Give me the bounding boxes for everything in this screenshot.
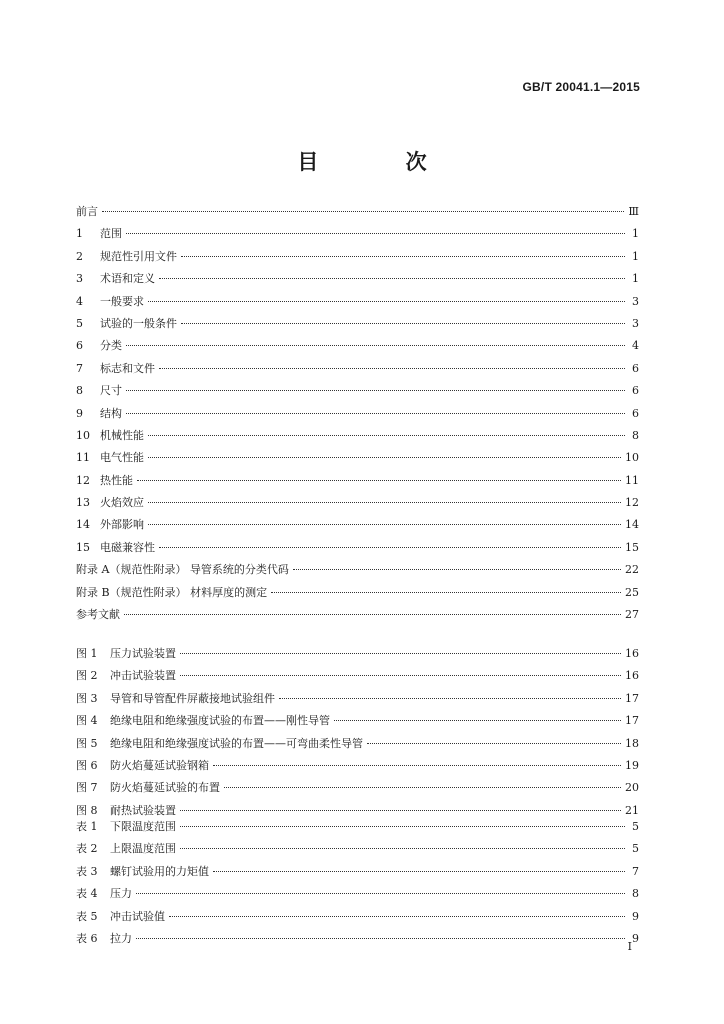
- figure-entry[interactable]: [76, 667, 639, 689]
- entry-page-number: 17: [625, 691, 639, 705]
- entry-number: 15: [76, 540, 90, 554]
- entry-title: 冲击试验装置: [110, 669, 176, 683]
- entry-number: 图 4: [76, 714, 98, 728]
- toc-entry[interactable]: [76, 561, 639, 583]
- entry-title: 结构: [100, 406, 122, 420]
- entry-page-number: 12: [625, 496, 639, 510]
- entry-title: 试验的一般条件: [100, 316, 177, 330]
- entry-page-number: 5: [632, 820, 639, 833]
- toc-entry[interactable]: [76, 449, 639, 471]
- entry-title: 压力试验装置: [110, 647, 176, 660]
- entry-page-number: 6: [632, 384, 639, 398]
- entry-title: 拉力: [110, 931, 132, 945]
- entry-page-number: 21: [625, 803, 639, 817]
- entry-page-number: 20: [625, 781, 639, 795]
- dot-leader: [367, 742, 621, 744]
- dot-leader: [148, 523, 621, 525]
- table-entry[interactable]: [76, 818, 639, 840]
- entry-number: 表 2: [76, 842, 98, 856]
- entry-number: 8: [76, 384, 83, 398]
- entry-page-number: 18: [625, 736, 639, 750]
- entry-number: 12: [76, 473, 90, 487]
- toc-entry[interactable]: [76, 494, 639, 516]
- entry-title: 前言: [76, 205, 98, 218]
- toc-tables-list: [76, 818, 639, 952]
- toc-entry[interactable]: [76, 248, 639, 270]
- dot-leader: [159, 546, 621, 548]
- entry-title: 机械性能: [100, 428, 144, 442]
- toc-entry[interactable]: [76, 539, 639, 561]
- entry-title: 冲击试验值: [110, 909, 165, 923]
- toc-entry[interactable]: [76, 315, 639, 337]
- entry-number: 13: [76, 496, 90, 510]
- entry-number: 表 3: [76, 864, 98, 878]
- dot-leader: [126, 412, 625, 414]
- entry-title: 电磁兼容性: [100, 540, 155, 554]
- dot-leader: [126, 232, 625, 234]
- toc-entry[interactable]: [76, 472, 639, 494]
- entry-title: 附录 A（规范性附录） 导管系统的分类代码: [76, 563, 289, 577]
- dot-leader: [180, 809, 621, 811]
- entry-title: 尺寸: [100, 384, 122, 398]
- entry-title: 绝缘电阻和绝缘强度试验的布置——刚性导管: [110, 714, 330, 728]
- dot-leader: [181, 255, 625, 257]
- entry-page-number: 16: [625, 669, 639, 683]
- entry-title: 参考文献: [76, 608, 120, 622]
- dot-leader: [148, 300, 625, 302]
- dot-leader: [293, 568, 621, 570]
- figure-entry[interactable]: [76, 690, 639, 712]
- entry-number: 图 8: [76, 803, 98, 817]
- entry-page-number: 1: [632, 272, 639, 286]
- entry-page-number: 9: [632, 931, 639, 945]
- toc-entry[interactable]: [76, 427, 639, 449]
- dot-leader: [279, 697, 621, 699]
- dot-leader: [159, 367, 625, 369]
- entry-number: 1: [76, 227, 83, 241]
- entry-page-number: Ⅲ: [628, 205, 639, 218]
- entry-number: 图 2: [76, 669, 98, 683]
- entry-page-number: 17: [625, 714, 639, 728]
- dot-leader: [213, 870, 625, 872]
- dot-leader: [271, 591, 621, 593]
- figure-entry[interactable]: [76, 712, 639, 734]
- entry-page-number: 11: [625, 473, 639, 487]
- entry-page-number: 8: [632, 428, 639, 442]
- entry-page-number: 1: [632, 227, 639, 241]
- entry-number: 表 4: [76, 887, 98, 901]
- entry-title: 电气性能: [100, 451, 144, 465]
- toc-entry[interactable]: [76, 405, 639, 427]
- entry-title: 附录 B（规范性附录） 材料厚度的测定: [76, 585, 268, 599]
- toc-entry[interactable]: [76, 606, 639, 628]
- dot-leader: [213, 764, 621, 766]
- entry-number: 5: [76, 316, 83, 330]
- toc-main-list: [76, 203, 639, 628]
- entry-page-number: 22: [625, 563, 639, 577]
- page-title: 目 次: [297, 149, 467, 174]
- entry-title: 术语和定义: [100, 272, 155, 286]
- entry-page-number: 1: [632, 249, 639, 263]
- figure-entry[interactable]: [76, 757, 639, 779]
- entry-page-number: 4: [632, 339, 639, 353]
- dot-leader: [180, 674, 621, 676]
- table-entry[interactable]: [76, 885, 639, 907]
- dot-leader: [136, 937, 625, 939]
- page-number: I: [627, 940, 632, 953]
- entry-page-number: 6: [632, 361, 639, 375]
- entry-page-number: 9: [632, 909, 639, 923]
- toc-entry[interactable]: [76, 584, 639, 606]
- dot-leader: [126, 389, 625, 391]
- entry-title: 范围: [100, 227, 122, 241]
- dot-leader: [136, 892, 625, 894]
- figure-entry[interactable]: [76, 735, 639, 757]
- entry-title: 螺钉试验用的力矩值: [110, 864, 209, 878]
- dot-leader: [334, 719, 621, 721]
- entry-title: 绝缘电阻和绝缘强度试验的布置——可弯曲柔性导管: [110, 736, 363, 750]
- entry-page-number: 6: [632, 406, 639, 420]
- entry-number: 图 1: [76, 647, 98, 660]
- entry-number: 图 3: [76, 691, 98, 705]
- toc-entry[interactable]: [76, 382, 639, 404]
- figure-entry[interactable]: [76, 779, 639, 801]
- entry-title: 压力: [110, 887, 132, 901]
- toc-entry[interactable]: [76, 270, 639, 292]
- dot-leader: [180, 652, 621, 654]
- entry-page-number: 3: [632, 316, 639, 330]
- entry-page-number: 7: [632, 864, 639, 878]
- entry-number: 2: [76, 249, 83, 263]
- dot-leader: [148, 434, 625, 436]
- entry-page-number: 16: [625, 647, 639, 660]
- toc-entry[interactable]: [76, 337, 639, 359]
- entry-number: 7: [76, 361, 83, 375]
- entry-title: 外部影响: [100, 518, 144, 532]
- entry-title: 耐热试验装置: [110, 803, 176, 817]
- dot-leader: [126, 344, 625, 346]
- table-entry[interactable]: [76, 863, 639, 885]
- dot-leader: [181, 322, 625, 324]
- toc-entry[interactable]: [76, 516, 639, 538]
- standard-number: GB/T 20041.1—2015: [522, 80, 640, 94]
- entry-title: 热性能: [100, 473, 133, 487]
- entry-title: 标志和文件: [100, 361, 155, 375]
- dot-leader: [102, 210, 624, 212]
- entry-title: 防火焰蔓延试验钢箱: [110, 758, 209, 772]
- figure-entry[interactable]: [76, 645, 639, 667]
- entry-number: 表 6: [76, 931, 98, 945]
- entry-title: 规范性引用文件: [100, 249, 177, 263]
- dot-leader: [180, 825, 625, 827]
- entry-title: 下限温度范围: [110, 820, 176, 833]
- toc-entry[interactable]: [76, 203, 639, 225]
- entry-page-number: 25: [625, 585, 639, 599]
- entry-number: 图 6: [76, 758, 98, 772]
- dot-leader: [159, 277, 625, 279]
- table-entry[interactable]: [76, 930, 639, 952]
- toc-entry[interactable]: [76, 293, 639, 315]
- entry-number: 10: [76, 428, 90, 442]
- entry-number: 11: [76, 451, 90, 465]
- dot-leader: [124, 613, 621, 615]
- toc-entry[interactable]: [76, 225, 639, 247]
- entry-number: 表 5: [76, 909, 98, 923]
- entry-title: 一般要求: [100, 294, 144, 308]
- toc-figures-list: [76, 645, 639, 824]
- entry-title: 上限温度范围: [110, 842, 176, 856]
- entry-number: 3: [76, 272, 83, 286]
- entry-page-number: 10: [625, 451, 639, 465]
- entry-page-number: 15: [625, 540, 639, 554]
- toc-entry[interactable]: [76, 360, 639, 382]
- table-entry[interactable]: [76, 840, 639, 862]
- entry-number: 图 7: [76, 781, 98, 795]
- entry-page-number: 14: [625, 518, 639, 532]
- entry-number: 图 5: [76, 736, 98, 750]
- entry-number: 9: [76, 406, 83, 420]
- entry-page-number: 27: [625, 608, 639, 622]
- entry-title: 分类: [100, 339, 122, 353]
- entry-number: 6: [76, 339, 83, 353]
- entry-page-number: 19: [625, 758, 639, 772]
- dot-leader: [148, 501, 621, 503]
- dot-leader: [180, 847, 625, 849]
- entry-title: 火焰效应: [100, 496, 144, 510]
- entry-title: 导管和导管配件屏蔽接地试验组件: [110, 691, 275, 705]
- entry-number: 表 1: [76, 820, 98, 833]
- entry-title: 防火焰蔓延试验的布置: [110, 781, 220, 795]
- entry-page-number: 3: [632, 294, 639, 308]
- entry-number: 4: [76, 294, 83, 308]
- entry-page-number: 8: [632, 887, 639, 901]
- dot-leader: [169, 915, 625, 917]
- dot-leader: [137, 479, 621, 481]
- table-entry[interactable]: [76, 908, 639, 930]
- entry-page-number: 5: [632, 842, 639, 856]
- dot-leader: [148, 456, 621, 458]
- entry-number: 14: [76, 518, 90, 532]
- dot-leader: [224, 786, 621, 788]
